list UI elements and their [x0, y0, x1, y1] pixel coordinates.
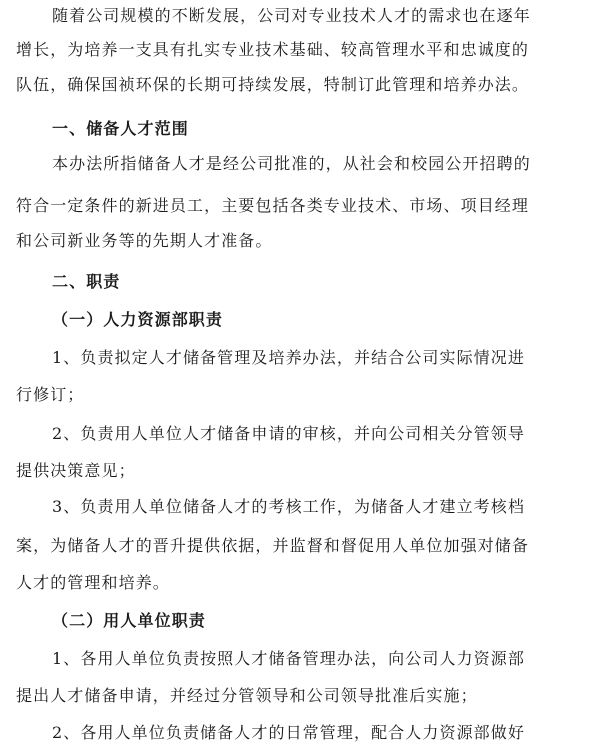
unit-item-2-line-1-partial: 2、各用人单位负责储备人才的日常管理，配合人力资源部做好 [52, 723, 525, 742]
hr-item-3-line-2: 案，为储备人才的晋升提供依据，并监督和督促用人单位加强对储备 [16, 536, 530, 555]
hr-item-3-line-3: 人才的管理和培养。 [16, 573, 170, 592]
scope-line-2: 符合一定条件的新进员工，主要包括各类专业技术、市场、项目经理 [16, 196, 530, 215]
subsection-heading-hr: （一）人力资源部职责 [52, 310, 224, 329]
subsection-heading-unit: （二）用人单位职责 [52, 611, 206, 630]
hr-item-3-line-1: 3、负责用人单位储备人才的考核工作，为储备人才建立考核档 [52, 497, 525, 516]
section-heading-duties: 二、职责 [52, 272, 121, 291]
intro-line-1: 随着公司规模的不断发展，公司对专业技术人才的需求也在逐年 [52, 6, 531, 25]
intro-line-3: 队伍，确保国祯环保的长期可持续发展，特制订此管理和培养办法。 [16, 75, 530, 94]
hr-item-1-line-2: 行修订； [16, 385, 85, 404]
intro-line-2: 增长，为培养一支具有扎实专业技术基础、较高管理水平和忠诚度的 [16, 40, 530, 59]
unit-item-1-line-1: 1、各用人单位负责按照人才储备管理办法，向公司人力资源部 [52, 649, 525, 668]
unit-item-1-line-2: 提出人才储备申请，并经过分管领导和公司领导批准后实施； [16, 686, 478, 705]
hr-item-1-line-1: 1、负责拟定人才储备管理及培养办法，并结合公司实际情况进 [52, 348, 525, 367]
scope-line-1: 本办法所指储备人才是经公司批准的，从社会和校园公开招聘的 [52, 154, 531, 173]
hr-item-2-line-1: 2、负责用人单位人才储备申请的审核，并向公司相关分管领导 [52, 424, 525, 443]
section-heading-reserve-scope: 一、储备人才范围 [52, 119, 189, 138]
scope-line-3: 和公司新业务等的先期人才准备。 [16, 231, 273, 250]
hr-item-2-line-2: 提供决策意见； [16, 461, 136, 480]
